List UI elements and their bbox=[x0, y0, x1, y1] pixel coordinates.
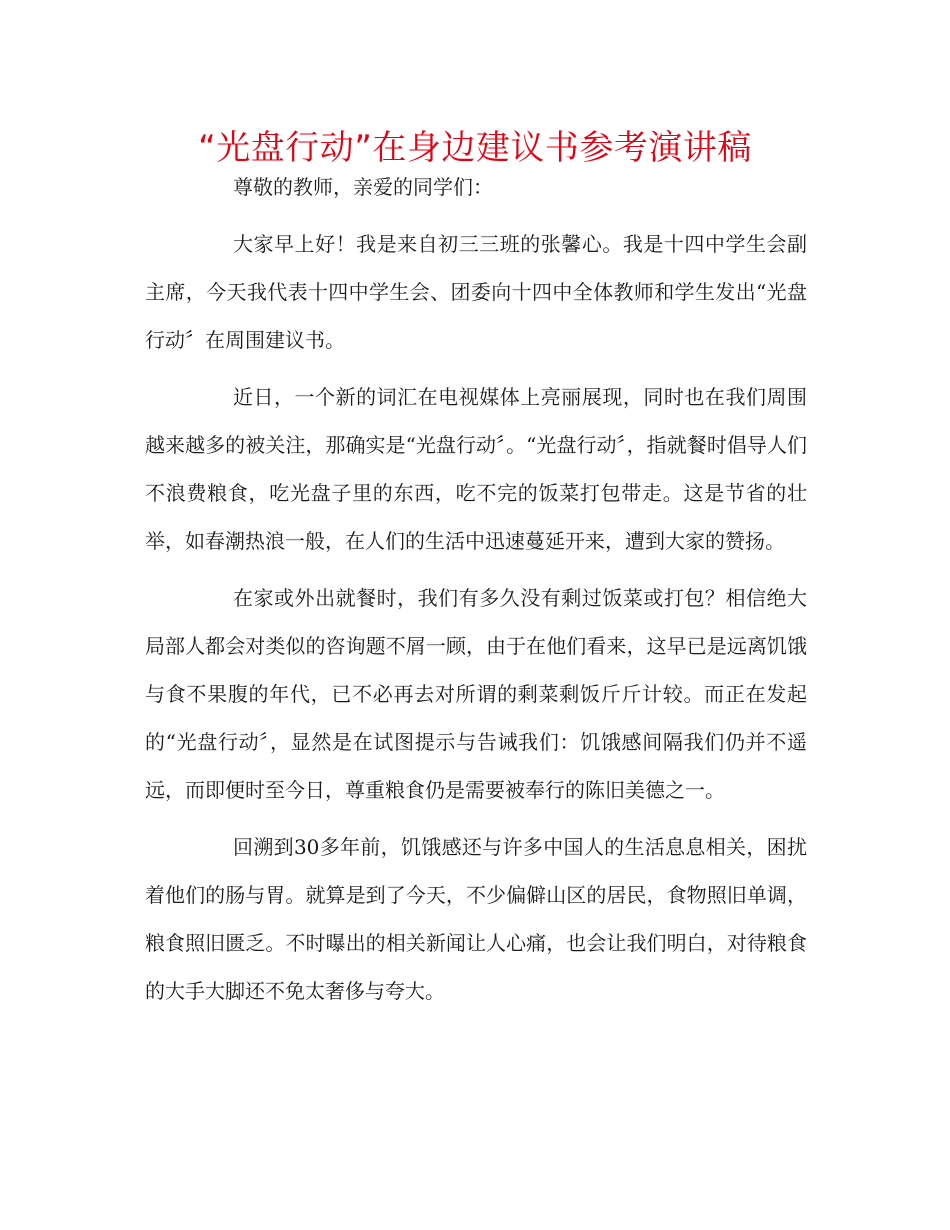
document-body bbox=[145, 163, 807, 1015]
paragraph-3: 在家或外出就餐时，我们有多久没有剩过饭菜或打包？相信绝大局部人都会对类似的咨询题不屑一顾，由于在他们看来，这早已是远离饥饿与食不果腹的年代，已不必再去对所谓的剩菜剩饭斤斤计较。而正在发起的“光盘行动〞，显然是在试图提示与告诫我们：饥饿感间隔我们仍并不遥远，而即便时至今日，尊重粮食仍是需要被奉行的陈旧美德之一。 bbox=[145, 586, 807, 802]
greeting: 尊敬的教师，亲爱的同学们： bbox=[233, 175, 493, 199]
document-title: “光盘行动”在身边建议书参考演讲稿 bbox=[198, 128, 752, 168]
paragraph-4: 回溯到30多年前，饥饿感还与许多中国人的生活息息相关，困扰着他们的肠与胃。就算是到了今天，不少偏僻山区的居民，食物照旧单调，粮食照旧匮乏。不时曝出的相关新闻让人心痛，也会让我们明白，对待粮食的大手大脚还不免太奢侈与夸大。 bbox=[145, 835, 807, 1003]
paragraph-1: 大家早上好！我是来自初三三班的张馨心。我是十四中学生会副主席，今天我代表十四中学生会、团委向十四中全体教师和学生发出“光盘行动〞在周围建议书。 bbox=[145, 232, 807, 352]
paragraph-2: 近日，一个新的词汇在电视媒体上亮丽展现，同时也在我们周围越来越多的被关注，那确实是“光盘行动〞。“光盘行动〞，指就餐时倡导人们不浪费粮食，吃光盘子里的东西，吃不完的饭菜打包带走。这是节省的壮举，如春潮热浪一般，在人们的生活中迅速蔓延开来，遭到大家的赞扬。 bbox=[145, 385, 807, 553]
